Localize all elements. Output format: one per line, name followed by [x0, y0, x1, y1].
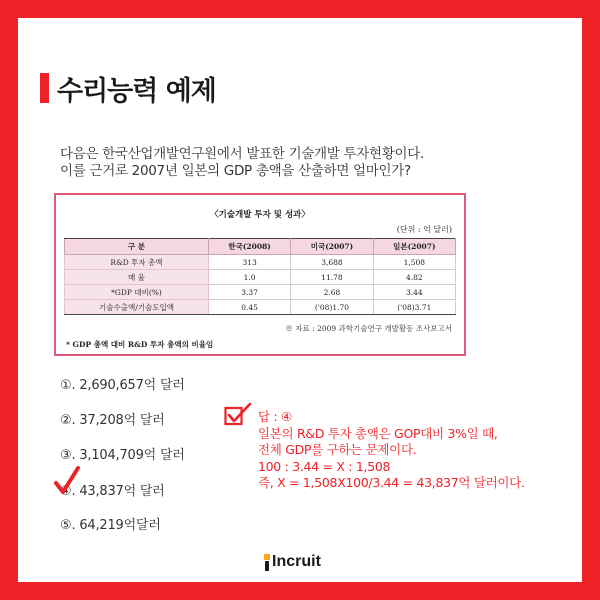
- answer-line-4: 즉, X = 1,508X100/3.44 = 43,837억 달러이다.: [258, 475, 525, 490]
- data-table: [64, 238, 456, 315]
- answer-line-2: 전체 GDP를 구하는 문제이다.: [258, 442, 417, 457]
- answer-line-1: 일본의 R&D 투자 총액은 GOP대비 3%일 때,: [258, 425, 498, 441]
- table-header-row: [65, 239, 456, 255]
- table-source: ※ 자료 : 2009 과학기술연구 개발활동 조사보고서: [285, 324, 452, 333]
- table-row-label: 매 율: [65, 270, 209, 285]
- logo-text: Incruit: [272, 553, 321, 570]
- table-cell: 4.82: [373, 270, 455, 285]
- table-row: [65, 255, 456, 270]
- table-row-label: 기술수출액/기술도입액: [65, 300, 209, 315]
- table-footnote: * GDP 총액 대비 R&D 투자 총액의 비율임: [66, 340, 214, 349]
- table-header-cell: 일본(2007): [373, 239, 455, 255]
- answer-explanation: [258, 409, 525, 492]
- option-3[interactable]: ③. 3,104,709억 달러: [60, 448, 185, 463]
- answer-line-3: 100 : 3.44 = X : 1,508: [258, 458, 391, 474]
- answer-label: 답 : ④: [258, 409, 292, 424]
- question-line-1: 다음은 한국산업개발연구원에서 발표한 기술개발 투자현황이다.: [60, 146, 424, 162]
- table-caption: 〈기술개발 투자 및 성과〉: [210, 210, 310, 220]
- table-cell: ('08)3.71: [373, 300, 455, 315]
- table-cell: 3,688: [291, 255, 373, 270]
- question-line-2: 이를 근거로 2007년 일본의 GDP 총액을 산출하면 얼마인가?: [60, 163, 411, 179]
- table-row-label: R&D 투자 총액: [65, 255, 209, 270]
- table-cell: 0.45: [208, 300, 290, 315]
- table-cell: ('08)1.70: [291, 300, 373, 315]
- table-row-label: *GDP 대비(%): [65, 285, 209, 300]
- table-cell: 3.44: [373, 285, 455, 300]
- title-accent-bar: [40, 73, 49, 103]
- table-cell: 313: [208, 255, 290, 270]
- title-block: [40, 70, 216, 106]
- table-cell: 1.0: [208, 270, 290, 285]
- logo-mark-icon: [264, 554, 271, 571]
- option-4[interactable]: ④. 43,837억 달러: [60, 484, 165, 499]
- table-header-cell: 구 분: [65, 239, 209, 255]
- table-cell: 2.68: [291, 285, 373, 300]
- table-header-cell: 한국(2008): [208, 239, 290, 255]
- table-row: [65, 300, 456, 315]
- page-title: 수리능력 예제: [57, 75, 216, 107]
- incruit-logo: [264, 553, 321, 571]
- checkmark-icon: [54, 466, 80, 496]
- question-text: [60, 146, 560, 180]
- table-cell: 1,508: [373, 255, 455, 270]
- table-unit: (단위 : 억 달러): [396, 225, 452, 234]
- table-row: [65, 270, 456, 285]
- data-table-card: [54, 193, 466, 356]
- table-header-cell: 미국(2007): [291, 239, 373, 255]
- table-cell: 11.78: [291, 270, 373, 285]
- table-row: [65, 285, 456, 300]
- checkbox-check-icon: [224, 402, 252, 428]
- option-1[interactable]: ①. 2,690,657억 달러: [60, 378, 185, 393]
- table-cell: 3.37: [208, 285, 290, 300]
- option-5[interactable]: ⑤. 64,219억달러: [60, 518, 161, 533]
- option-2[interactable]: ②. 37,208억 달러: [60, 413, 165, 428]
